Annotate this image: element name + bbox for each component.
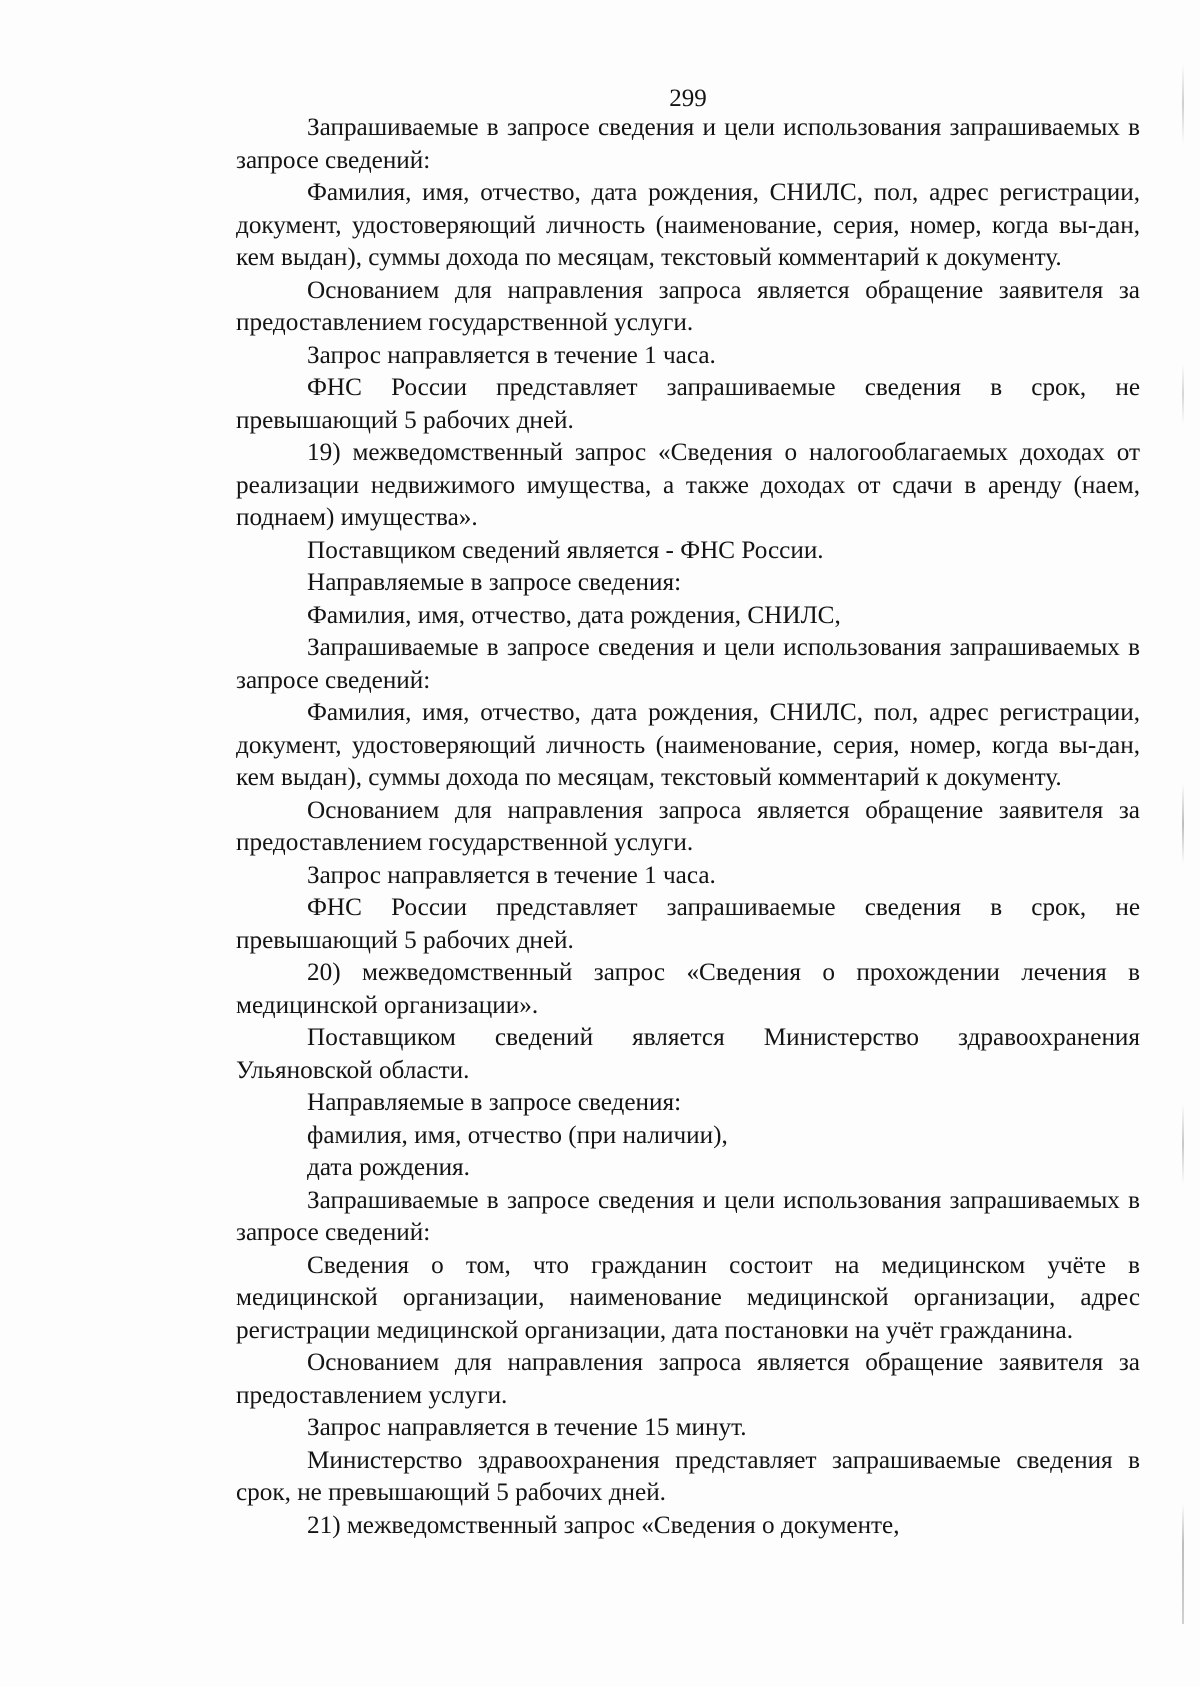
paragraph: ФНС России представляет запрашиваемые сведения в срок, не превышающий 5 рабочих дней. bbox=[236, 374, 1140, 434]
paragraph: Фамилия, имя, отчество, дата рождения, СНИЛС, пол, адрес регистрации, документ, удостоверяющий личность (наименование, серия, номер, когда вы-дан, кем выдан), суммы дохода по месяцам, текстовый комментарий к документу. bbox=[236, 699, 1140, 791]
paragraph: Поставщиком сведений является - ФНС России. bbox=[307, 536, 824, 564]
paragraph: Поставщиком сведений является Министерство здравоохранения Ульяновской области. bbox=[236, 1024, 1140, 1084]
paragraph: Запрос направляется в течение 1 часа. bbox=[307, 341, 716, 369]
paragraph: дата рождения. bbox=[307, 1154, 470, 1181]
paragraph: Направляемые в запросе сведения: bbox=[307, 1089, 682, 1116]
paragraph: Основанием для направления запроса является обращение заявителя за предоставлением государственной услуги. bbox=[236, 276, 1140, 336]
paragraph: Запрашиваемые в запросе сведения и цели использования запрашиваемых в запросе сведений: bbox=[236, 1186, 1140, 1246]
paragraph: Сведения о том, что гражданин состоит на медицинском учёте в медицинской организации, наименование медицинской организации, адрес регистрации медицинской организации, дата постановки на учёт гражданина. bbox=[236, 1251, 1140, 1344]
body-text bbox=[236, 112, 1140, 1542]
paragraph: Запрос направляется в течение 15 минут. bbox=[307, 1414, 747, 1441]
paragraph: 19) межведомственный запрос «Сведения о налогооблагаемых доходах от реализации недвижимого имущества, а также доходах от сдачи в аренду (наем, поднаем) имущества». bbox=[236, 439, 1140, 531]
paragraph: Фамилия, имя, отчество, дата рождения, СНИЛС, пол, адрес регистрации, документ, удостоверяющий личность (наименование, серия, номер, когда вы-дан, кем выдан), суммы дохода по месяцам, текстовый комментарий к документу. bbox=[236, 179, 1140, 271]
paragraph: фамилия, имя, отчество (при наличии), bbox=[307, 1121, 728, 1149]
paragraph: 20) межведомственный запрос «Сведения о прохождении лечения в медицинской организации». bbox=[236, 959, 1140, 1019]
paragraph: Фамилия, имя, отчество, дата рождения, СНИЛС, bbox=[307, 601, 841, 629]
paragraph: Основанием для направления запроса является обращение заявителя за предоставлением услуги. bbox=[236, 1349, 1140, 1409]
paragraph: 21) межведомственный запрос «Сведения о документе, bbox=[307, 1511, 900, 1539]
paragraph: Основанием для направления запроса является обращение заявителя за предоставлением государственной услуги. bbox=[236, 796, 1140, 856]
paragraph: ФНС России представляет запрашиваемые сведения в срок, не превышающий 5 рабочих дней. bbox=[236, 894, 1140, 954]
page-number: 299 bbox=[669, 85, 707, 112]
paragraph: Министерство здравоохранения представляет запрашиваемые сведения в срок, не превышающий 5 рабочих дней. bbox=[236, 1446, 1140, 1506]
paragraph: Запрашиваемые в запросе сведения и цели использования запрашиваемых в запросе сведений: bbox=[236, 634, 1140, 694]
paragraph: Запрашиваемые в запросе сведения и цели использования запрашиваемых в запросе сведений: bbox=[236, 114, 1140, 174]
paragraph: Запрос направляется в течение 1 часа. bbox=[307, 861, 716, 889]
paragraph: Направляемые в запросе сведения: bbox=[307, 569, 682, 596]
scan-edge-line bbox=[1182, 64, 1184, 1624]
